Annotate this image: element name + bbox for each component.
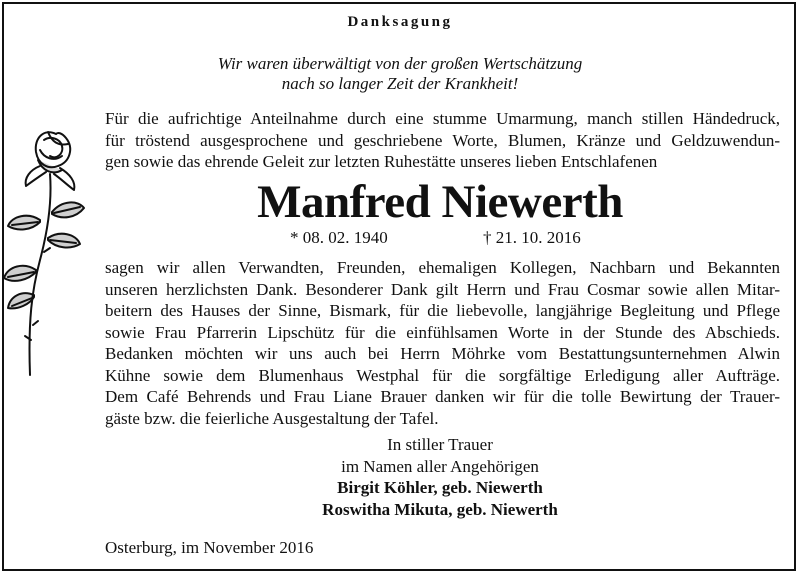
closing-block (0, 434, 800, 520)
paragraph-line: unseren herzlichsten Dank. Besonderer Dank gilt Herrn und Frau Cosmar sowie allen Mitar- (105, 279, 780, 299)
paragraph-line: Kühne sowie dem Blumenhaus Westphal für die sorgfältige Erledigung aller Aufträge. (105, 365, 780, 385)
paragraph-line: sagen wir allen Verwandten, Freunden, ehemaligen Kollegen, Nachbarn und Bekannten (105, 258, 780, 277)
signer-name: Roswitha Mikuta, geb. Niewerth (322, 499, 558, 519)
paragraph-line: Bedanken möchten wir uns auch bei Herrn Möhrke vom Bestattungsunternehmen Alwin (105, 344, 780, 363)
paragraph-line: Dem Café Behrends und Frau Liane Brauer danken wir für die tolle Bewirtung der Trauer- (105, 387, 780, 406)
thanks-paragraph-1 (105, 108, 780, 173)
thanks-paragraph-2 (105, 257, 780, 429)
notice-title: Danksagung (347, 14, 453, 30)
paragraph-line: für tröstend ausgesprochene und geschriebene Worte, Blumen, Kränze und Geldzuwendun- (105, 130, 780, 150)
intro-text (0, 54, 800, 94)
paragraph-line: gäste bzw. die feierliche Ausgestaltung der Tafel. (105, 408, 439, 428)
intro-line: Wir waren überwältigt von der großen Wertschätzung (217, 54, 583, 73)
birth-date: * 08. 02. 1940 (290, 228, 388, 247)
paragraph-line: beitern des Hauses der Sinne, Bismark, für die liebevolle, langjährige Begleitung und Pflege (105, 301, 780, 320)
deceased-name: Manfred Niewerth (257, 176, 623, 228)
closing-line: im Namen aller Angehörigen (341, 456, 539, 476)
death-date: † 21. 10. 2016 (483, 228, 581, 247)
rose-icon (0, 120, 90, 380)
intro-line: nach so langer Zeit der Krankheit! (281, 74, 519, 93)
paragraph-line: gen sowie das ehrende Geleit zur letzten Ruhestätte unseres lieben Entschlafenen (105, 152, 658, 171)
paragraph-line: sowie Frau Pfarrerin Lipschütz für die einfühlsamen Worte in der Stunde des Abschieds. (105, 322, 780, 342)
place-date: Osterburg, im November 2016 (105, 538, 314, 557)
signer-name: Birgit Köhler, geb. Niewerth (337, 478, 543, 497)
paragraph-line: Für die aufrichtige Anteilnahme durch eine stumme Umarmung, manch stillen Händedruck, (105, 109, 780, 128)
closing-line: In stiller Trauer (387, 435, 493, 454)
